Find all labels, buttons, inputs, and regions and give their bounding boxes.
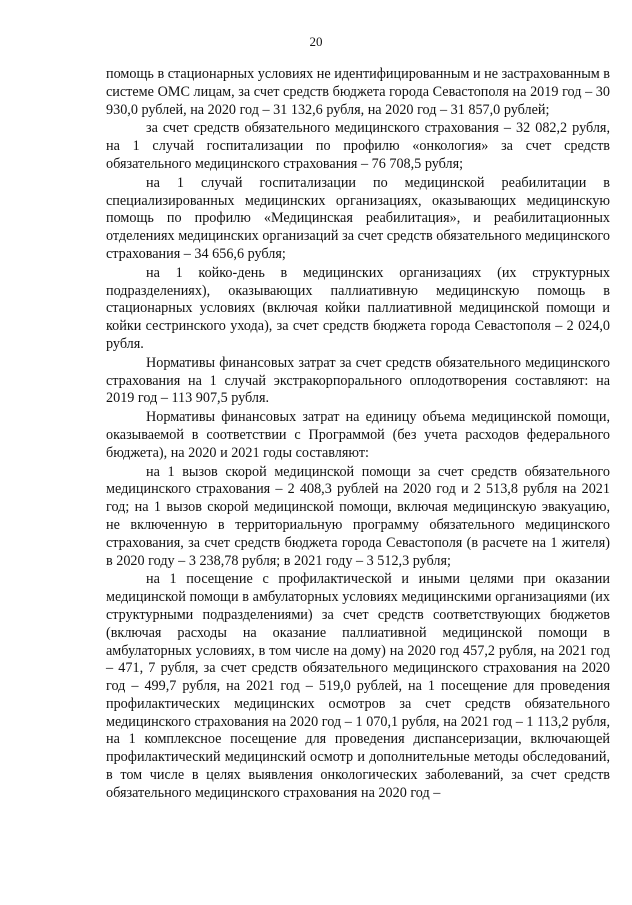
document-body	[106, 66, 610, 803]
paragraph-ivf-standards: Нормативы финансовых затрат за счет средств обязательного медицинского страхования на 1 случай экстракорпорального оплодотворения составляют: на 2019 год – 113 907,5 рубля.	[106, 354, 610, 407]
paragraph-ambulance-call: на 1 вызов скорой медицинской помощи за счет средств обязательного медицинского страхования – 2 408,3 рублей на 2020 год и 2 513,8 рубля на 2021 год; на 1 вызов скорой медицинской помощи, включая медицинскую эвакуацию, не включенную в территориальную программу обязательного медицинского страхования, за счет средств бюджета города Севастополя (в расчете на 1 жителя) в 2020 году – 3 238,78 рубля; в 2021 году – 3 512,3 рубля;	[106, 463, 610, 569]
paragraph-palliative-bed-day: на 1 койко-день в медицинских организациях (их структурных подразделениях), оказывающих паллиативную медицинскую помощь в стационарных условиях (включая койки паллиативной медицинской помощи и койки сестринского ухода), за счет средств бюджета города Севастополя – 2 024,0 рубля.	[106, 264, 610, 352]
paragraph-rehabilitation: на 1 случай госпитализации по медицинской реабилитации в специализированных медицинских организациях, оказывающих медицинскую помощь по профилю «Медицинская реабилитация», и реабилитационных отделениях медицинских организаций за счет средств обязательного медицинского страхования – 34 656,6 рубля;	[106, 174, 610, 262]
page-number: 20	[309, 34, 323, 49]
paragraph-inpatient-uninsured: помощь в стационарных условиях не идентифицированным и не застрахованным в системе ОМС лицам, за счет средств бюджета города Севастополя на 2019 год – 30 930,0 рублей, на 2020 год – 31 132,6 рубля, на 2020 год – 31 857,0 рублей;	[106, 66, 610, 118]
paragraph-outpatient-visit: на 1 посещение с профилактической и иными целями при оказании медицинской помощи в амбулаторных условиях медицинскими организациями (их структурными подразделениями) за счет средств соответствующих бюджетов (включая расходы на оказание паллиативной медицинской помощи в амбулаторных условиях, в том числе на дому) на 2020 год 457,2 рубля, на 2021 год – 471, 7 рубля, за счет средств обязательного медицинского страхования на 2020 год – 499,7 рубля, на 2021 год – 519,0 рублей, на 1 посещение для проведения профилактических медицинских осмотров за счет средств обязательного медицинского страхования на 2020 год – 1 070,1 рубля, на 2021 год – 1 113,2 рубля, на 1 комплексное посещение для проведения диспансеризации, включающей профилактический медицинский осмотр и дополнительные методы обследований, в том числе в целях выявления онкологических заболеваний, за счет средств обязательного медицинского страхования на 2020 год –	[106, 571, 610, 801]
paragraph-standards-2020-2021: Нормативы финансовых затрат на единицу объема медицинской помощи, оказываемой в соответствии с Программой (без учета расходов федерального бюджета), на 2020 и 2021 годы составляют:	[106, 409, 610, 461]
paragraph-hospitalization-oncology: за счет средств обязательного медицинского страхования – 32 082,2 рубля, на 1 случай госпитализации по профилю «онкология» за счет средств обязательного медицинского страхования – 76 708,5 рубля;	[106, 120, 610, 172]
